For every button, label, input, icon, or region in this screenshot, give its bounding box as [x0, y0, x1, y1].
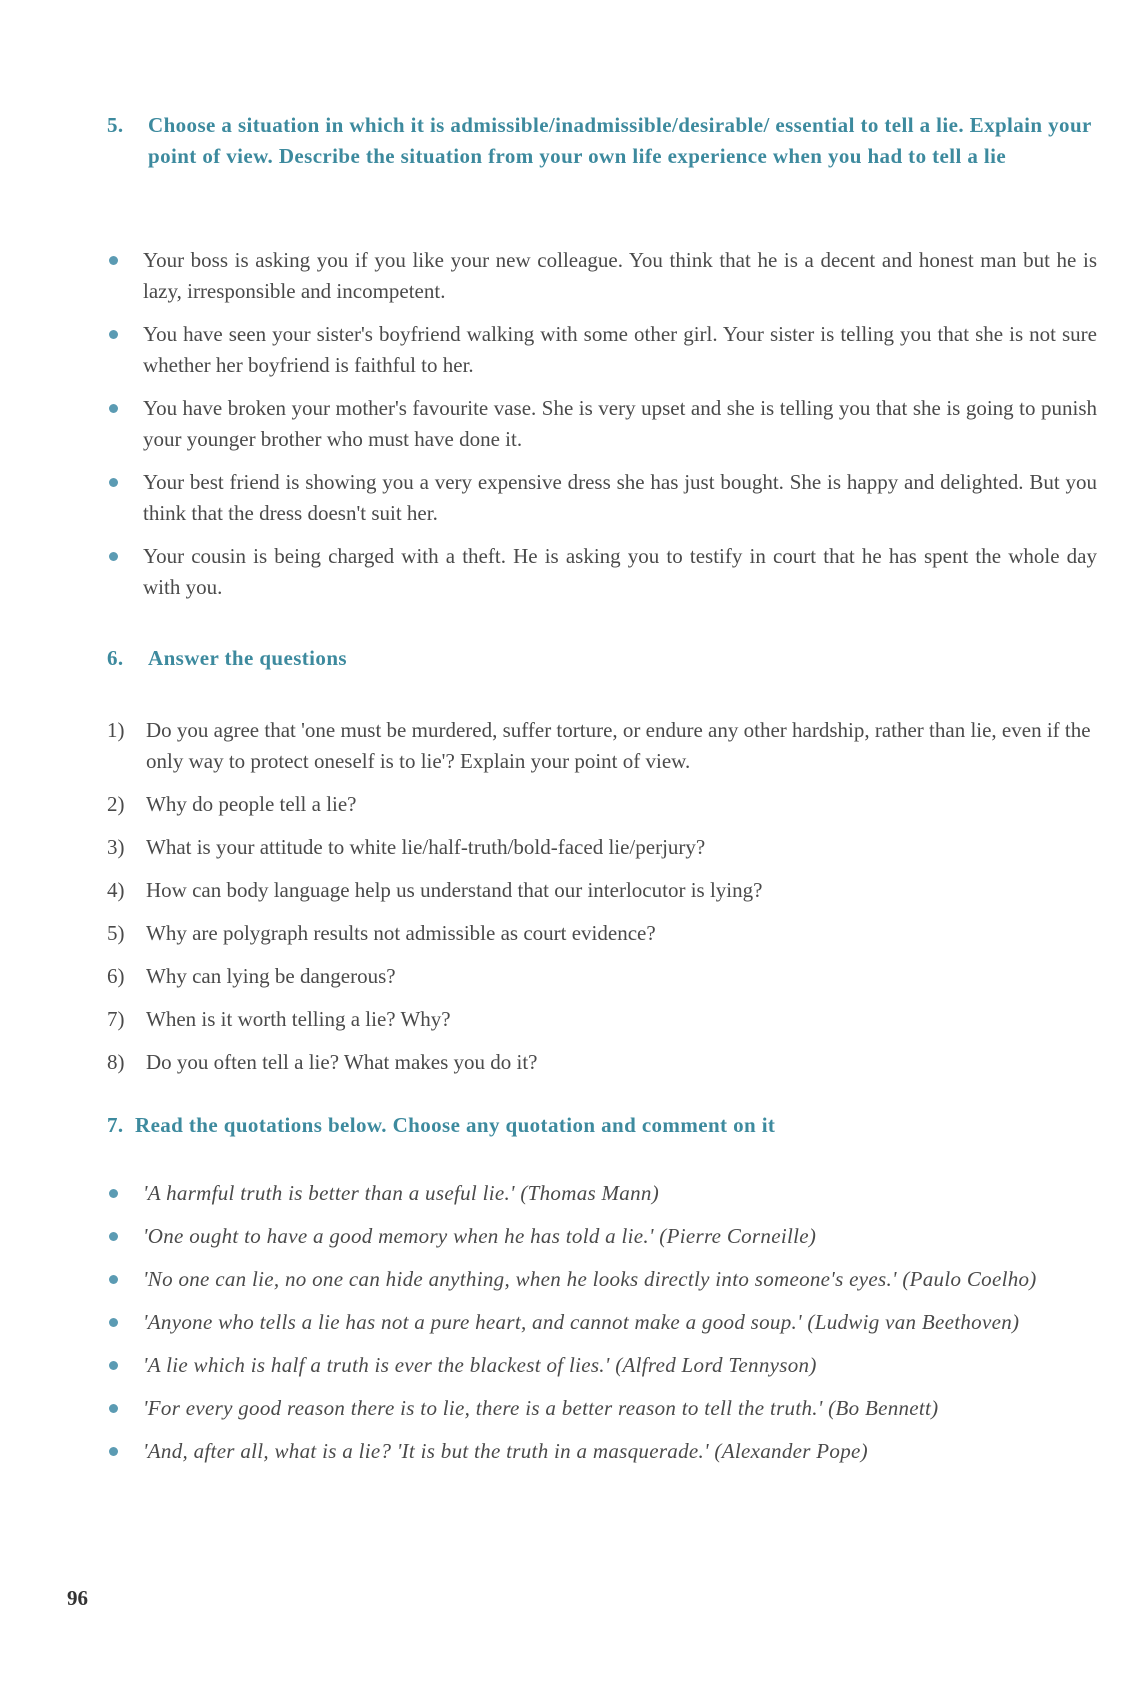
bullet-icon — [109, 1189, 118, 1198]
bullet-icon — [109, 1447, 118, 1456]
task-number: 6. — [107, 646, 124, 670]
list-item: You have broken your mother's favourite vase. She is very upset and she is telling you that she is going to punish your younger brother who must have done it. — [105, 393, 1097, 455]
situation-list — [105, 245, 1097, 615]
question-number: 8) — [107, 1050, 125, 1074]
bullet-icon — [109, 1404, 118, 1413]
task-number: 7. — [107, 1113, 124, 1137]
question-number: 7) — [107, 1007, 125, 1031]
question-number: 1) — [107, 718, 125, 742]
question-number: 4) — [107, 878, 125, 902]
bullet-icon — [109, 1232, 118, 1241]
task-7-heading — [107, 1110, 1097, 1141]
list-item: 6) Why can lying be dangerous? — [107, 961, 1097, 992]
list-item: You have seen your sister's boyfriend walking with some other girl. Your sister is telling you that she is not sure whether her boyfriend is faithful to her. — [105, 319, 1097, 381]
task-5-heading — [107, 110, 1097, 172]
bullet-icon — [109, 1275, 118, 1284]
task-number: 5. — [107, 113, 124, 137]
question-number: 5) — [107, 921, 125, 945]
bullet-icon — [109, 552, 118, 561]
list-item: 4) How can body language help us understand that our interlocutor is lying? — [107, 875, 1097, 906]
list-item: 3) What is your attitude to white lie/half-truth/bold-faced lie/perjury? — [107, 832, 1097, 863]
list-item: 2) Why do people tell a lie? — [107, 789, 1097, 820]
list-item: 'For every good reason there is to lie, there is a better reason to tell the truth.' (Bo Bennett) — [105, 1393, 1097, 1424]
question-number: 2) — [107, 792, 125, 816]
question-number: 3) — [107, 835, 125, 859]
list-item: 'A lie which is half a truth is ever the blackest of lies.' (Alfred Lord Tennyson) — [105, 1350, 1097, 1381]
list-item: 'And, after all, what is a lie? 'It is but the truth in a masquerade.' (Alexander Pope) — [105, 1436, 1097, 1467]
bullet-icon — [109, 330, 118, 339]
task-6-heading — [107, 643, 1097, 674]
task-instruction: Choose a situation in which it is admissible/inadmissible/desirable/ essential to tell a lie. Explain your point of view. Describe the situation from your own life experience when you had to tell a lie — [148, 113, 1092, 168]
page-number: 96 — [67, 1586, 88, 1610]
task-instruction: Read the quotations below. Choose any quotation and comment on it — [135, 1113, 776, 1137]
bullet-icon — [109, 1361, 118, 1370]
list-item: 'A harmful truth is better than a useful lie.' (Thomas Mann) — [105, 1178, 1097, 1209]
list-item: 5) Why are polygraph results not admissible as court evidence? — [107, 918, 1097, 949]
list-item: 'One ought to have a good memory when he has told a lie.' (Pierre Corneille) — [105, 1221, 1097, 1252]
list-item: Your cousin is being charged with a theft. He is asking you to testify in court that he has spent the whole day with you. — [105, 541, 1097, 603]
list-item: Your best friend is showing you a very expensive dress she has just bought. She is happy and delighted. But you think that the dress doesn't suit her. — [105, 467, 1097, 529]
list-item: 'No one can lie, no one can hide anything, when he looks directly into someone's eyes.' (Paulo Coelho) — [105, 1264, 1097, 1295]
list-item: Your boss is asking you if you like your new colleague. You think that he is a decent and honest man but he is lazy, irresponsible and incompetent. — [105, 245, 1097, 307]
bullet-icon — [109, 404, 118, 413]
bullet-icon — [109, 256, 118, 265]
question-list — [107, 715, 1097, 1090]
quotation-list — [105, 1178, 1097, 1479]
list-item: 8) Do you often tell a lie? What makes you do it? — [107, 1047, 1097, 1078]
list-item: 'Anyone who tells a lie has not a pure heart, and cannot make a good soup.' (Ludwig van Beethoven) — [105, 1307, 1097, 1338]
bullet-icon — [109, 1318, 118, 1327]
bullet-icon — [109, 478, 118, 487]
question-number: 6) — [107, 964, 125, 988]
list-item: 7) When is it worth telling a lie? Why? — [107, 1004, 1097, 1035]
task-instruction: Answer the questions — [148, 646, 347, 670]
list-item: 1) Do you agree that 'one must be murdered, suffer torture, or endure any other hardship, rather than lie, even if the only way to protect oneself is to lie'? Explain your point of view. — [107, 715, 1097, 777]
